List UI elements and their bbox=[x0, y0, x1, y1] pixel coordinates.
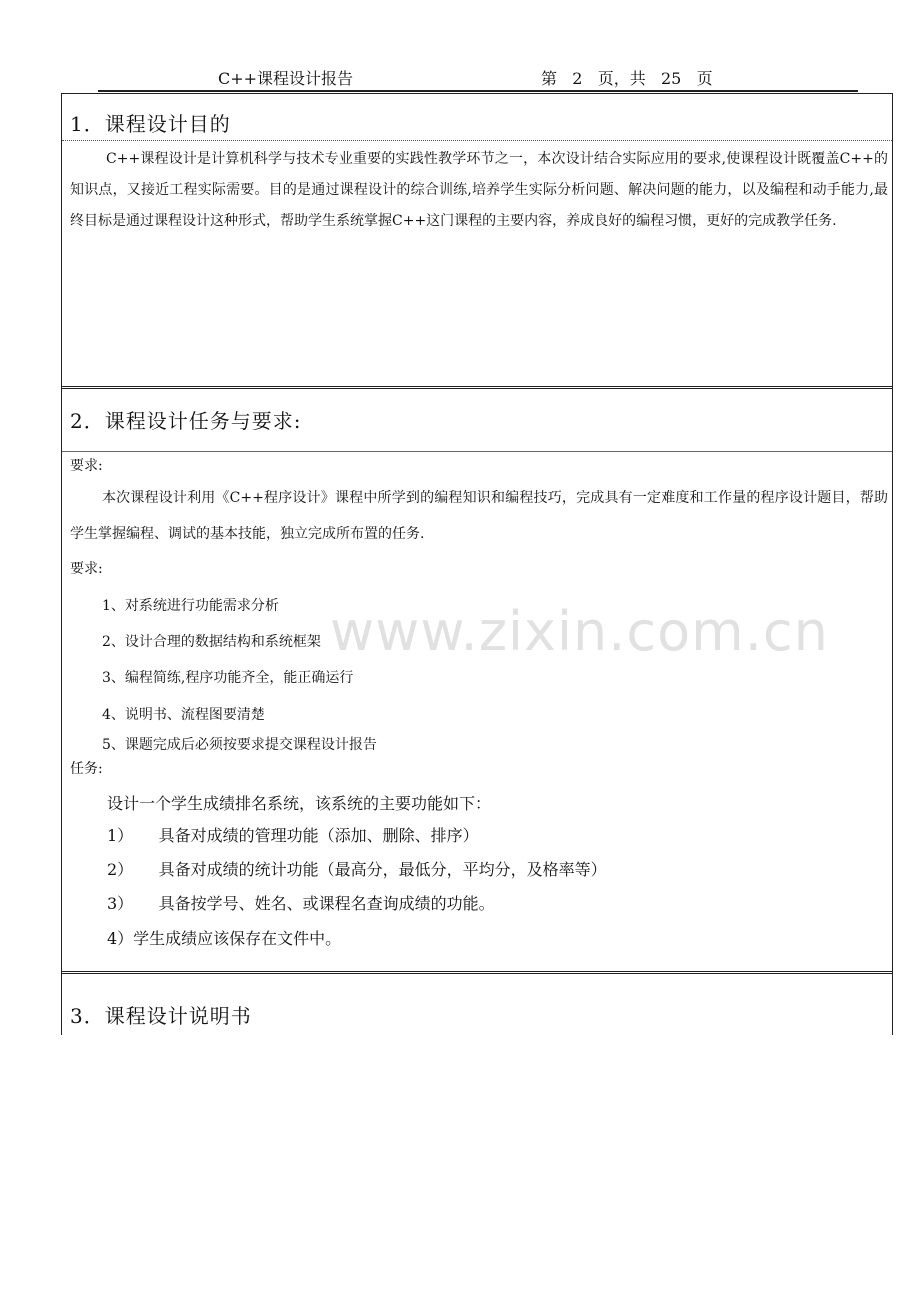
requirement-item: 3、编程简练,程序功能齐全，能正确运行 bbox=[102, 670, 354, 686]
requirements-label-2: 要求: bbox=[70, 561, 103, 577]
requirements-body: 本次课程设计利用《C++程序设计》课程中所学到的编程知识和编程技巧，完成具有一定难度和工作量的程序设计题目，帮助学生掌握编程、调试的基本技能，独立完成所布置的任务. bbox=[70, 490, 888, 542]
section2-title-separator bbox=[62, 451, 892, 452]
requirement-item: 2、设计合理的数据结构和系统框架 bbox=[102, 634, 321, 650]
section1-title-separator bbox=[62, 140, 892, 141]
page-counter: 第 2 页，共 25 页 bbox=[541, 69, 713, 88]
report-table bbox=[61, 93, 893, 1035]
task-item: 3） 具备按学号、姓名、或课程名查询成绩的功能。 bbox=[107, 894, 495, 913]
report-title: C++课程设计报告 bbox=[218, 69, 354, 88]
section2-title: 2．课程设计任务与要求: bbox=[70, 409, 302, 433]
task-item: 1） 具备对成绩的管理功能（添加、删除、排序） bbox=[107, 826, 479, 845]
task-item: 2） 具备对成绩的统计功能（最高分，最低分，平均分，及格率等） bbox=[107, 860, 607, 879]
task-item: 4）学生成绩应该保存在文件中。 bbox=[107, 929, 342, 948]
watermark: www.zixin.com.cn bbox=[330, 600, 829, 663]
section1-body: C++课程设计是计算机科学与技术专业重要的实践性教学环节之一，本次设计结合实际应用的要求,使课程设计既覆盖C++的知识点，又接近工程实际需要。目的是通过课程设计的综合训练,培养学生实际分析问题、解决问题的能力，以及编程和动手能力,最终目标是通过课程设计这种形式，帮助学生系统掌握C++这门课程的主要内容，养成良好的编程习惯，更好的完成教学任务. bbox=[70, 151, 888, 229]
header-rule bbox=[98, 90, 858, 92]
requirement-item: 4、说明书、流程图要清楚 bbox=[102, 707, 265, 723]
page-header bbox=[98, 66, 858, 90]
section1-title: 1．课程设计目的 bbox=[70, 112, 231, 136]
task-intro: 设计一个学生成绩排名系统，该系统的主要功能如下： bbox=[107, 794, 492, 813]
section-divider-2 bbox=[62, 971, 892, 974]
task-label: 任务: bbox=[70, 761, 103, 777]
section-divider-1 bbox=[62, 386, 892, 389]
section3-title: 3．课程设计说明书 bbox=[70, 1004, 252, 1028]
requirements-label: 要求: bbox=[70, 458, 103, 474]
requirement-item: 1、对系统进行功能需求分析 bbox=[102, 598, 279, 614]
requirement-item: 5、课题完成后必须按要求提交课程设计报告 bbox=[102, 737, 377, 753]
